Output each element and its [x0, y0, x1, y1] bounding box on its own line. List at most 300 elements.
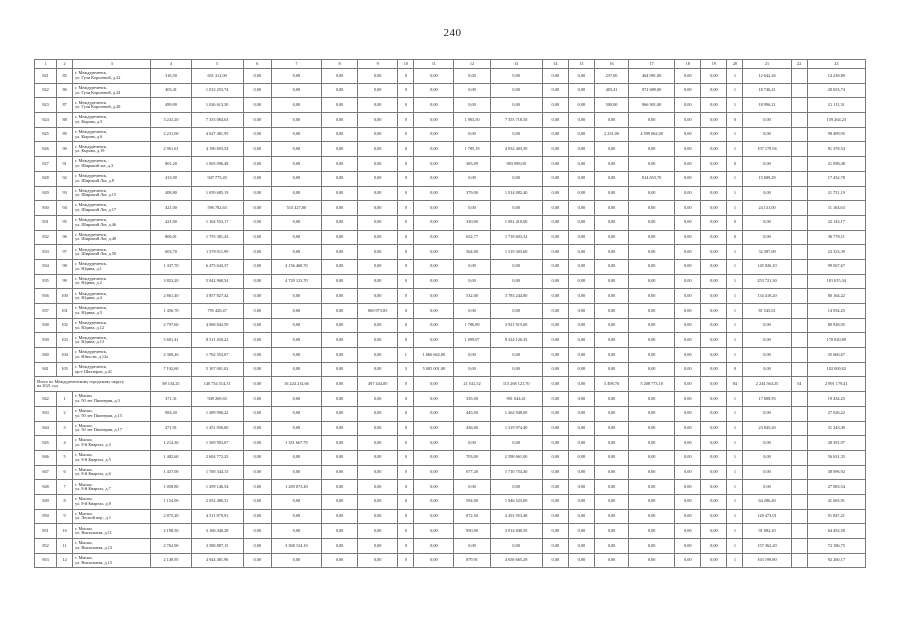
- table-cell: 88 134,25: [151, 377, 191, 392]
- column-number-cell: 1: [35, 60, 57, 69]
- table-cell: 0,00: [542, 480, 568, 495]
- table-cell: 0,00: [675, 171, 701, 186]
- table-cell: 0,00: [701, 436, 727, 451]
- table-cell: 100: [57, 289, 73, 304]
- table-cell: 0,00: [414, 480, 454, 495]
- table-cell: 0,00: [358, 318, 398, 333]
- table-cell: 0,00: [243, 171, 271, 186]
- table-cell: 0,00: [243, 377, 271, 392]
- table-cell: 23 845,20: [743, 421, 791, 436]
- table-cell: 834: [35, 259, 57, 274]
- table-cell: 80 928,05: [807, 318, 865, 333]
- table-cell: 5 005 001,00: [414, 362, 454, 377]
- table-cell: 18 746,21: [743, 83, 791, 98]
- table-cell: 0,00: [358, 215, 398, 230]
- table-cell: 8 324 126,35: [490, 333, 542, 348]
- table-cell: 0,00: [675, 377, 701, 392]
- table-cell: 0: [398, 201, 414, 216]
- table-cell: 0,00: [594, 245, 628, 260]
- table-cell: 836: [35, 289, 57, 304]
- table-cell: 0,00: [358, 186, 398, 201]
- table-cell: 1 437,00: [151, 465, 191, 480]
- table-cell: 7 353 084,63: [191, 113, 243, 128]
- table-cell: 1 299 146,54: [191, 480, 243, 495]
- table-cell: 17 432,78: [807, 171, 865, 186]
- table-cell: 91: [57, 157, 73, 172]
- table-cell: 0,00: [675, 333, 701, 348]
- table-cell: 1: [727, 450, 743, 465]
- table-cell: 843: [35, 406, 57, 421]
- table-cell: 0,00: [271, 509, 321, 524]
- table-cell: 11 104,63: [807, 201, 865, 216]
- table-cell: 4 627 481,95: [191, 127, 243, 142]
- table-cell: 825: [35, 127, 57, 142]
- table-cell: 603,70: [151, 245, 191, 260]
- table-cell: 0: [398, 304, 414, 319]
- table-cell: 950,00: [454, 524, 490, 539]
- table-cell: 0,00: [243, 201, 271, 216]
- table-cell: 0,00: [243, 553, 271, 568]
- table-cell: 54: [791, 377, 807, 392]
- table-cell: 0,00: [358, 127, 398, 142]
- table-cell: 0,00: [743, 348, 791, 363]
- table-cell: 827: [35, 157, 57, 172]
- table-cell: 102: [57, 318, 73, 333]
- table-cell: 848: [35, 480, 57, 495]
- table-cell: 1: [727, 186, 743, 201]
- table-cell: 0,00: [675, 392, 701, 407]
- table-cell: 253 721,30: [743, 274, 791, 289]
- table-cell: 0,00: [629, 186, 675, 201]
- table-cell: 1 578 011,99: [191, 245, 243, 260]
- table-cell: 0,00: [701, 142, 727, 157]
- table-cell: 0,00: [454, 348, 490, 363]
- table-cell: 0,00: [675, 289, 701, 304]
- table-cell: 0,00: [675, 524, 701, 539]
- table-cell: 1: [727, 245, 743, 260]
- table-row: [35, 289, 866, 304]
- address-cell: г. Мыски, ул. 8-й Квартал, д.3: [73, 436, 151, 451]
- table-cell: 14 934,25: [807, 304, 865, 319]
- table-cell: 0,00: [542, 553, 568, 568]
- table-cell: 837: [35, 304, 57, 319]
- table-cell: 1 755 381,43: [191, 230, 243, 245]
- table-row: [35, 201, 866, 216]
- table-cell: 0,00: [490, 127, 542, 142]
- table-cell: 0,00: [358, 450, 398, 465]
- table-cell: 0,00: [594, 436, 628, 451]
- address-cell: г. Междуреченск, ул. Кирова, д.5: [73, 113, 151, 128]
- table-cell: 140 754 514,31: [191, 377, 243, 392]
- table-row: [35, 142, 866, 157]
- table-cell: 0: [727, 230, 743, 245]
- table-cell: 0,00: [568, 333, 594, 348]
- column-number-cell: 23: [807, 60, 865, 69]
- table-cell: 840: [35, 348, 57, 363]
- table-cell: 795 420,47: [191, 304, 243, 319]
- table-cell: 0,00: [701, 157, 727, 172]
- table-cell: 4 291 953,48: [490, 509, 542, 524]
- table-cell: 0,00: [701, 245, 727, 260]
- table-cell: 0,00: [568, 348, 594, 363]
- table-row: [35, 392, 866, 407]
- page-number: 240: [443, 27, 462, 39]
- table-cell: 0,00: [568, 509, 594, 524]
- table-cell: 134 418,20: [743, 289, 791, 304]
- table-cell: [791, 127, 807, 142]
- table-cell: 0,00: [322, 377, 358, 392]
- table-cell: 1: [727, 465, 743, 480]
- table-cell: 1 946 523,00: [490, 494, 542, 509]
- table-cell: 0,00: [629, 245, 675, 260]
- table-cell: 1 269 073,40: [271, 480, 321, 495]
- table-cell: 0,00: [542, 157, 568, 172]
- table-cell: 0,00: [675, 406, 701, 421]
- table-cell: 0,00: [358, 201, 398, 216]
- table-cell: 0,00: [271, 83, 321, 98]
- table-cell: 21 541,52: [454, 377, 490, 392]
- table-cell: 0,00: [629, 348, 675, 363]
- table-cell: 0,00: [542, 524, 568, 539]
- table-cell: 0,00: [454, 362, 490, 377]
- table-cell: 0,00: [701, 362, 727, 377]
- table-cell: 0,00: [358, 157, 398, 172]
- table-cell: 18 996,21: [743, 98, 791, 113]
- table-cell: 0,00: [414, 539, 454, 554]
- table-cell: 0,00: [243, 348, 271, 363]
- table-cell: 88: [57, 113, 73, 128]
- table-cell: 0,00: [701, 406, 727, 421]
- table-cell: 0,00: [243, 494, 271, 509]
- table-cell: 0,00: [243, 83, 271, 98]
- table-row: [35, 480, 866, 495]
- table-cell: 0,00: [701, 215, 727, 230]
- table-cell: 335,00: [454, 392, 490, 407]
- table-cell: 845: [35, 436, 57, 451]
- table-cell: 403,41: [594, 83, 628, 98]
- table-cell: 1 014 082,40: [490, 186, 542, 201]
- table-cell: 853: [35, 553, 57, 568]
- address-cell: г. Мыски, ул. 50 лет Пионерии, д.17: [73, 421, 151, 436]
- table-cell: 0,00: [322, 480, 358, 495]
- table-cell: 12: [57, 553, 73, 568]
- table-cell: 0,00: [568, 215, 594, 230]
- table-cell: 949 269,65: [191, 392, 243, 407]
- table-cell: 0,00: [743, 436, 791, 451]
- table-cell: 879,91: [454, 553, 490, 568]
- table-cell: 421,00: [151, 201, 191, 216]
- table-cell: 0: [398, 494, 414, 509]
- table-cell: 23 323,39: [807, 245, 865, 260]
- table-cell: 316,50: [151, 69, 191, 84]
- table-cell: 841: [35, 362, 57, 377]
- table-cell: 0,00: [243, 289, 271, 304]
- table-cell: 1 214,30: [151, 436, 191, 451]
- table-cell: 403,41: [151, 83, 191, 98]
- table-cell: 0,00: [594, 274, 628, 289]
- table-cell: 0,00: [568, 230, 594, 245]
- table-cell: 98 499,95: [807, 127, 865, 142]
- table-cell: 0,00: [322, 259, 358, 274]
- table-cell: 828: [35, 171, 57, 186]
- table-cell: 0,00: [542, 450, 568, 465]
- table-cell: 0,00: [358, 289, 398, 304]
- table-cell: 0: [398, 392, 414, 407]
- table-cell: 0,00: [701, 392, 727, 407]
- table-cell: 0,00: [594, 539, 628, 554]
- table-cell: 0,00: [594, 553, 628, 568]
- table-cell: 0,00: [358, 509, 398, 524]
- table-cell: 0,00: [454, 259, 490, 274]
- address-cell: г. Междуреченск, ул. Кирова, д.19: [73, 142, 151, 157]
- table-cell: 1 154,90: [151, 494, 191, 509]
- table-cell: 0,00: [271, 318, 321, 333]
- table-cell: 838: [35, 318, 57, 333]
- table-cell: 966 901,00: [629, 98, 675, 113]
- table-cell: 835: [35, 274, 57, 289]
- table-cell: 0,00: [490, 436, 542, 451]
- address-cell: г. Мыски, ул. 8-й Квартал, д.5: [73, 450, 151, 465]
- table-cell: 0,00: [322, 274, 358, 289]
- table-cell: 0,00: [358, 539, 398, 554]
- table-cell: 0,00: [568, 98, 594, 113]
- table-cell: 0,00: [675, 304, 701, 319]
- table-cell: 0,00: [414, 259, 454, 274]
- table-cell: 0,00: [490, 348, 542, 363]
- table-cell: [791, 230, 807, 245]
- table-cell: 0,00: [414, 450, 454, 465]
- table-cell: 829: [35, 186, 57, 201]
- table-cell: 1: [727, 539, 743, 554]
- table-cell: 0,00: [568, 465, 594, 480]
- table-cell: 0,00: [675, 436, 701, 451]
- table-cell: [791, 201, 807, 216]
- table-cell: 499,90: [151, 98, 191, 113]
- table-cell: 0,00: [542, 259, 568, 274]
- column-number-cell: 11: [414, 60, 454, 69]
- table-cell: 0,00: [568, 436, 594, 451]
- table-cell: 0,00: [490, 83, 542, 98]
- table-row: [35, 83, 866, 98]
- table-cell: 1 482,60: [151, 450, 191, 465]
- table-cell: 0,00: [568, 157, 594, 172]
- column-number-cell: 20: [727, 60, 743, 69]
- table-cell: 0,00: [414, 392, 454, 407]
- table-cell: 0,00: [568, 494, 594, 509]
- table-cell: 14 238,89: [807, 69, 865, 84]
- table-cell: 2 244 564,35: [743, 377, 791, 392]
- table-cell: 1: [727, 392, 743, 407]
- table-cell: 0,00: [358, 494, 398, 509]
- table-cell: [791, 553, 807, 568]
- table-cell: 1 437,70: [151, 259, 191, 274]
- table-row: [35, 157, 866, 172]
- address-cell: г. Мыски, ул. 8-й Квартал, д.8: [73, 494, 151, 509]
- table-cell: 97: [57, 245, 73, 260]
- table-cell: 0,00: [454, 539, 490, 554]
- column-number-row: [35, 60, 866, 69]
- table-cell: 5 042 968,54: [191, 274, 243, 289]
- table-cell: 0,00: [243, 333, 271, 348]
- table-cell: 0,00: [322, 127, 358, 142]
- table-cell: 0: [727, 215, 743, 230]
- table-cell: 0: [398, 377, 414, 392]
- table-cell: 0,00: [675, 69, 701, 84]
- table-cell: 0,00: [358, 259, 398, 274]
- table-cell: 4 658 665,29: [490, 553, 542, 568]
- table-cell: 3 857 827,42: [191, 289, 243, 304]
- table-cell: 806,01: [151, 230, 191, 245]
- table-cell: 0,00: [701, 333, 727, 348]
- table-cell: 0,00: [414, 333, 454, 348]
- table-cell: 1 785,19: [454, 142, 490, 157]
- table-cell: [791, 274, 807, 289]
- table-row: [35, 524, 866, 539]
- table-cell: 408,80: [151, 186, 191, 201]
- table-cell: 0,00: [542, 348, 568, 363]
- column-number-cell: 4: [151, 60, 191, 69]
- column-number-cell: 5: [191, 60, 243, 69]
- table-cell: 0,00: [568, 406, 594, 421]
- table-cell: 0: [398, 509, 414, 524]
- column-number-cell: 21: [743, 60, 791, 69]
- table-cell: [791, 83, 807, 98]
- table-cell: 0,00: [701, 480, 727, 495]
- table-cell: 497 444,00: [358, 377, 398, 392]
- table-cell: 0,00: [629, 539, 675, 554]
- capital-repair-table: [34, 59, 866, 568]
- table-cell: 0,00: [454, 274, 490, 289]
- table-cell: 2 891 179,41: [807, 377, 865, 392]
- table-cell: 0,00: [629, 494, 675, 509]
- table-cell: 24 131,00: [743, 201, 791, 216]
- table-cell: 0,00: [701, 186, 727, 201]
- table-cell: 7 353 718,50: [490, 113, 542, 128]
- address-cell: г. Мыски, ул. Вокзальная, д.11: [73, 524, 151, 539]
- table-cell: 0,00: [454, 171, 490, 186]
- table-cell: 0,00: [490, 274, 542, 289]
- table-cell: 0,00: [322, 289, 358, 304]
- table-cell: 2 604 772,25: [191, 450, 243, 465]
- table-cell: 3 588 887,15: [191, 539, 243, 554]
- table-cell: [791, 98, 807, 113]
- table-cell: 0,00: [243, 142, 271, 157]
- table-cell: 0,00: [542, 539, 568, 554]
- table-cell: 4 944 481,96: [191, 553, 243, 568]
- table-cell: [791, 494, 807, 509]
- table-cell: 0,00: [542, 406, 568, 421]
- table-cell: 0,00: [271, 186, 321, 201]
- table-cell: 0,00: [358, 69, 398, 84]
- table-cell: 0,00: [542, 69, 568, 84]
- table-cell: 38 096,92: [807, 465, 865, 480]
- table-cell: 0: [398, 142, 414, 157]
- address-cell: г. Междуреченск, ул. Гули Королевой, д.28: [73, 98, 151, 113]
- table-cell: 1 104 553,17: [191, 215, 243, 230]
- table-cell: 64 286,40: [743, 494, 791, 509]
- table-cell: 821: [35, 69, 57, 84]
- table-cell: 814 653,70: [629, 171, 675, 186]
- table-cell: 0,00: [568, 171, 594, 186]
- table-cell: 0,00: [675, 480, 701, 495]
- table-row: [35, 436, 866, 451]
- table-cell: 0,00: [568, 480, 594, 495]
- table-cell: 1: [727, 98, 743, 113]
- table-cell: 0: [398, 539, 414, 554]
- table-cell: 0,00: [358, 348, 398, 363]
- table-cell: 98: [57, 259, 73, 274]
- table-cell: 842: [35, 392, 57, 407]
- table-cell: 12 642,26: [743, 69, 791, 84]
- table-cell: 107 179,94: [743, 142, 791, 157]
- table-cell: 1: [727, 406, 743, 421]
- table-cell: 3 921 915,60: [490, 318, 542, 333]
- table-cell: 0,00: [675, 245, 701, 260]
- table-cell: 7: [57, 480, 73, 495]
- table-cell: 0,00: [675, 83, 701, 98]
- table-cell: 0,00: [701, 348, 727, 363]
- table-cell: [791, 142, 807, 157]
- table-cell: 0,00: [743, 465, 791, 480]
- table-cell: 0,00: [243, 362, 271, 377]
- table-cell: 2 861,40: [151, 289, 191, 304]
- table-cell: 1: [727, 318, 743, 333]
- table-cell: 823: [35, 98, 57, 113]
- table-cell: 1: [727, 421, 743, 436]
- table-cell: [791, 186, 807, 201]
- table-cell: 3 168 440,28: [191, 524, 243, 539]
- table-cell: 0,00: [675, 259, 701, 274]
- column-number-cell: 6: [243, 60, 271, 69]
- table-cell: 6: [57, 465, 73, 480]
- table-cell: 0,00: [701, 539, 727, 554]
- table-cell: 0: [398, 127, 414, 142]
- table-cell: 5 601,41: [151, 333, 191, 348]
- table-cell: 824: [35, 113, 57, 128]
- table-cell: 7 192,60: [151, 362, 191, 377]
- table-cell: 0,00: [358, 465, 398, 480]
- table-cell: 0,00: [243, 259, 271, 274]
- table-cell: 0,00: [322, 436, 358, 451]
- table-cell: 0,00: [629, 480, 675, 495]
- table-cell: 0,00: [594, 318, 628, 333]
- table-cell: 0: [398, 157, 414, 172]
- table-cell: 651 312,00: [191, 69, 243, 84]
- table-cell: 0,00: [629, 274, 675, 289]
- table-cell: 0,00: [271, 494, 321, 509]
- table-cell: 5 107 001,02: [191, 362, 243, 377]
- table-cell: 1 351 667,79: [271, 436, 321, 451]
- column-number-cell: 22: [791, 60, 807, 69]
- table-row: [35, 186, 866, 201]
- table-cell: 0,00: [675, 142, 701, 157]
- table-cell: 0: [398, 465, 414, 480]
- table-cell: 0,00: [542, 304, 568, 319]
- table-cell: 86: [57, 83, 73, 98]
- table-row: [35, 127, 866, 142]
- table-cell: 0,00: [414, 274, 454, 289]
- address-cell: г. Междуреченск, ул. Юдина, д.13: [73, 333, 151, 348]
- address-cell: г. Междуреченск, ул. Юдина, д.1: [73, 259, 151, 274]
- table-cell: 95: [57, 215, 73, 230]
- table-cell: 0,00: [594, 465, 628, 480]
- table-cell: 0,00: [542, 333, 568, 348]
- table-cell: 1 005 096,48: [191, 157, 243, 172]
- table-cell: 3 368 134,10: [271, 539, 321, 554]
- table-cell: 102 000,02: [807, 362, 865, 377]
- table-cell: 21 111,31: [807, 98, 865, 113]
- table-cell: 0,00: [542, 215, 568, 230]
